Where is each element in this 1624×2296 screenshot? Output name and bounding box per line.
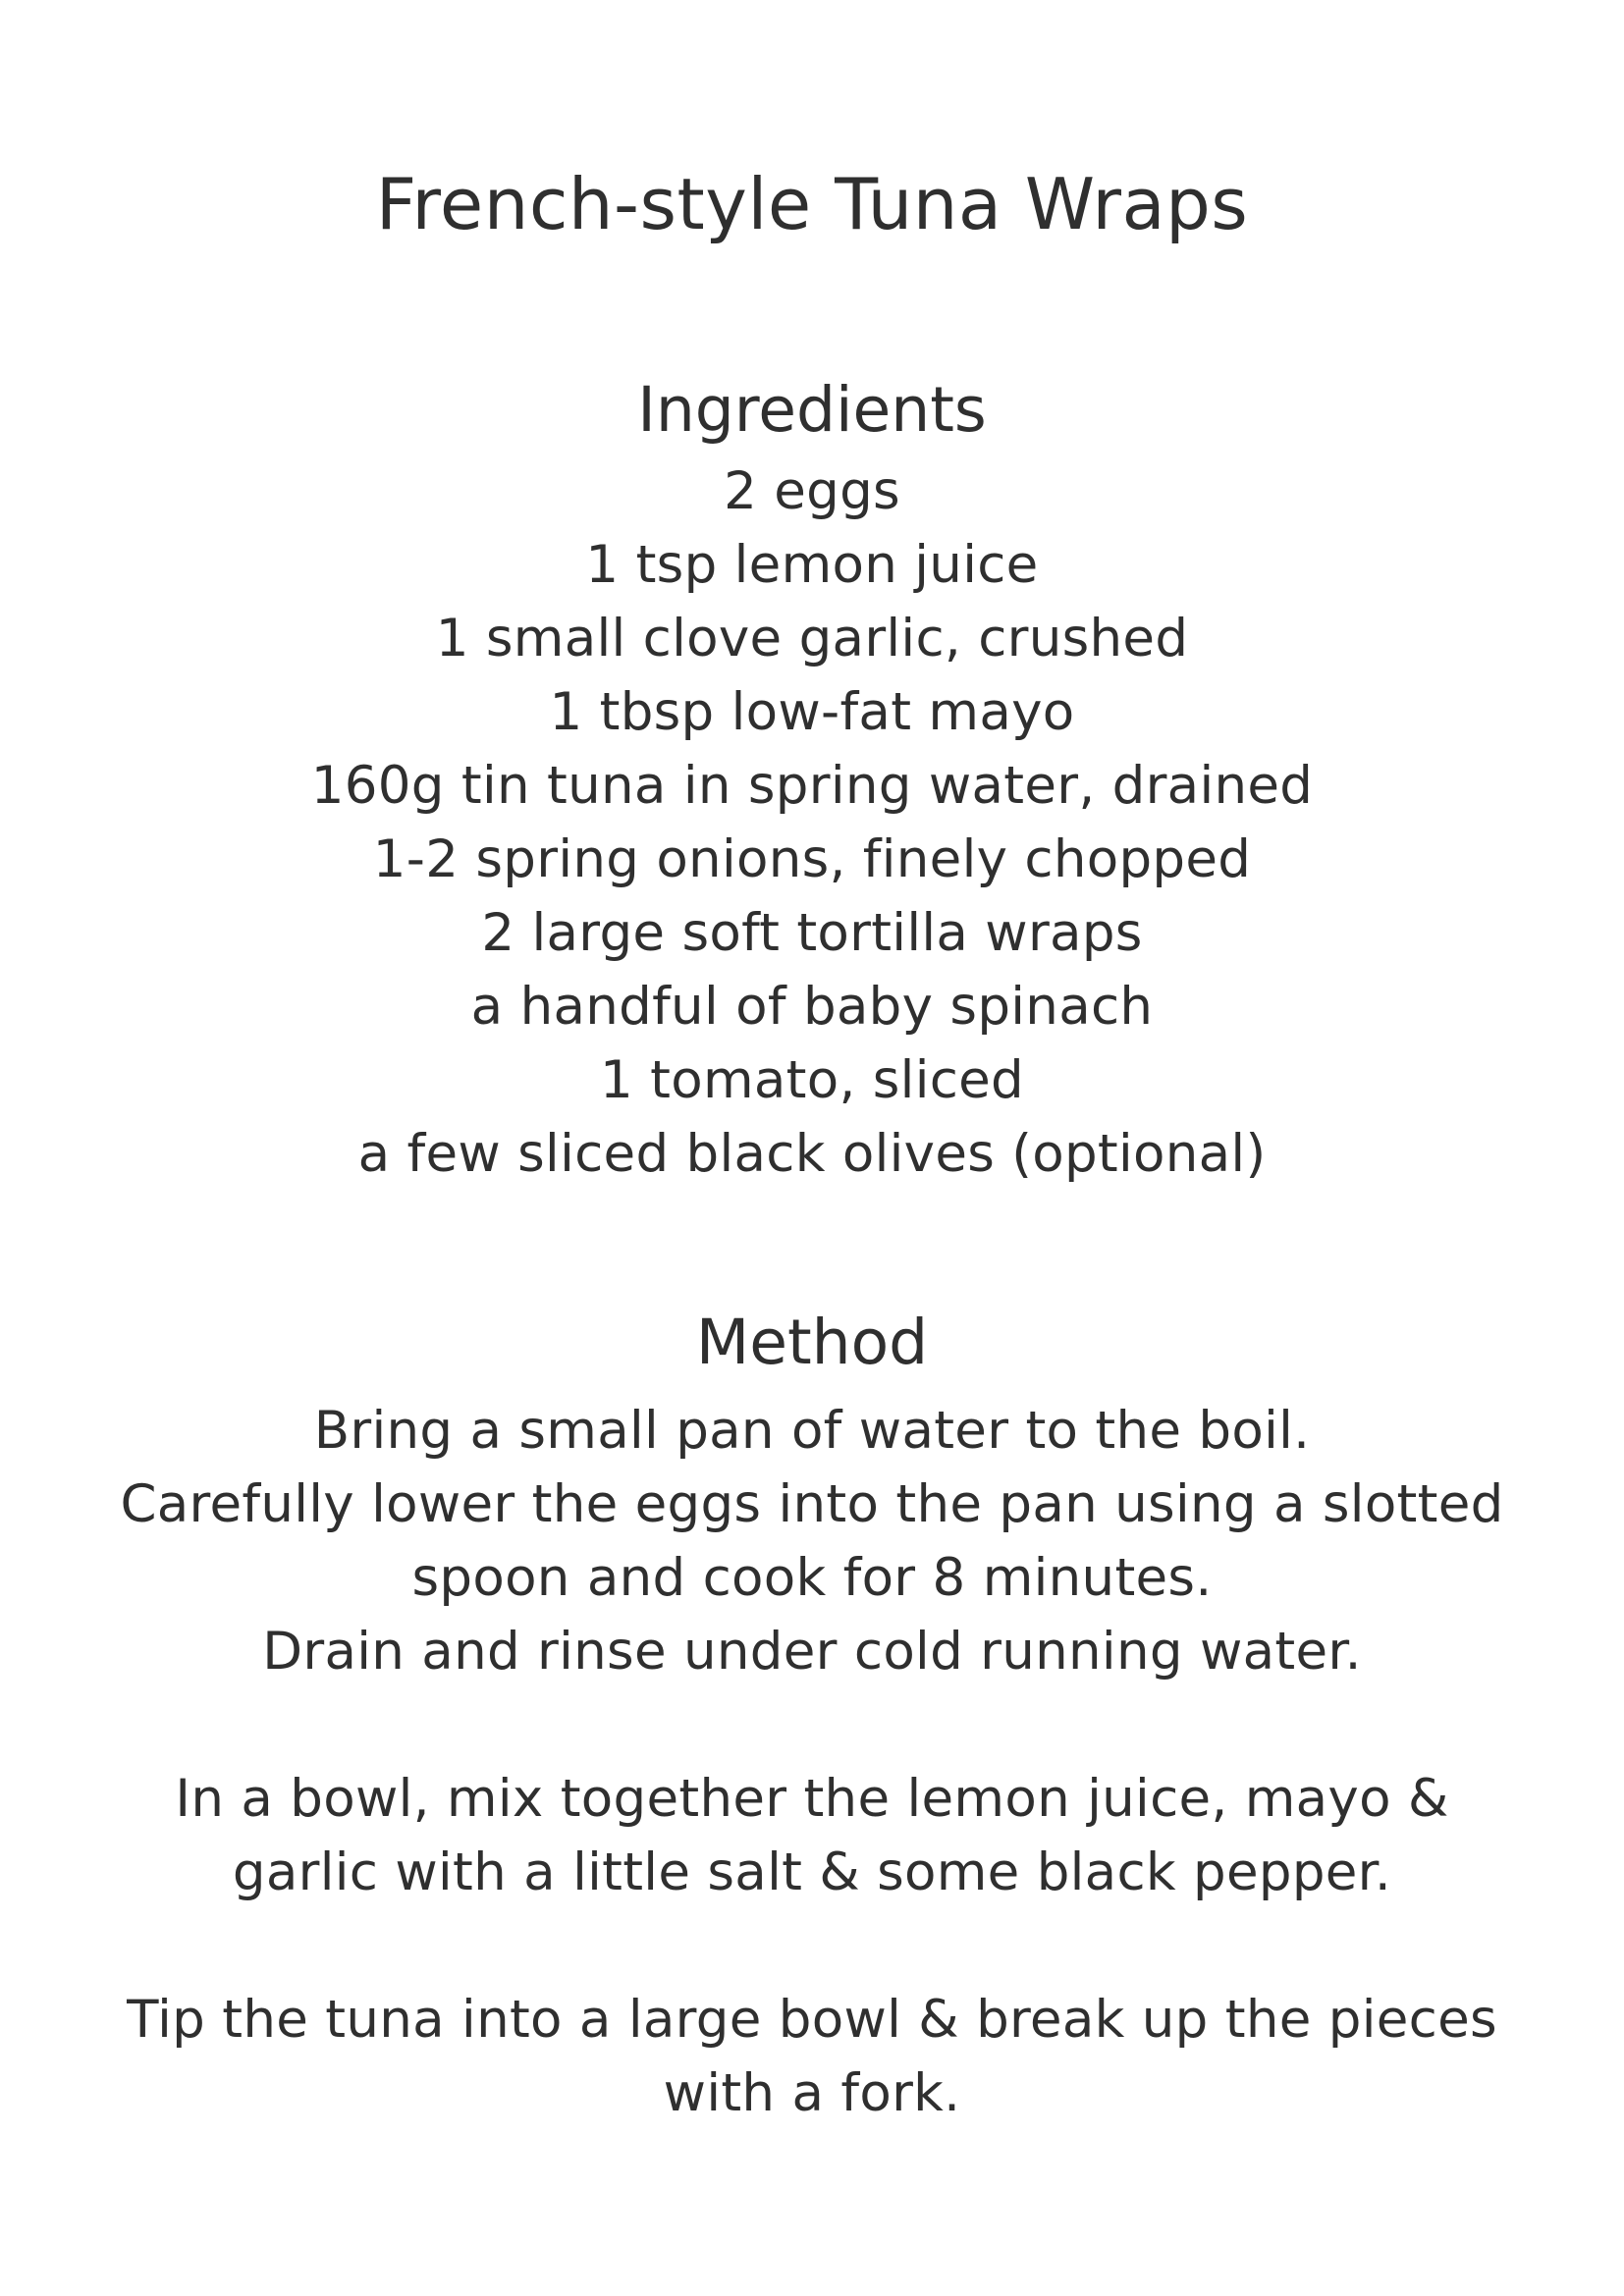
ingredient-item: 160g tin tuna in spring water, drained (310, 756, 1314, 816)
method-heading: Method (695, 1307, 929, 1378)
ingredients-heading: Ingredients (637, 374, 987, 446)
method-line: garlic with a little salt & some black pepper. (232, 1842, 1392, 1902)
ingredient-item: 1 tbsp low-fat mayo (549, 682, 1075, 742)
ingredient-item: a few sliced black olives (optional) (357, 1124, 1267, 1184)
ingredient-item: 1-2 spring onions, finely chopped (372, 829, 1252, 889)
ingredient-item: 1 tsp lemon juice (585, 535, 1039, 595)
method-line: with a fork. (663, 2063, 961, 2123)
method-line: In a bowl, mix together the lemon juice, mayo & (175, 1769, 1449, 1829)
ingredient-item: 1 tomato, sliced (599, 1050, 1025, 1110)
method-step (0, 1762, 1624, 1909)
ingredient-item: 1 small clove garlic, crushed (435, 609, 1189, 668)
method-step (0, 1394, 1624, 1688)
method-line: Tip the tuna into a large bowl & break up the pieces (127, 1990, 1497, 2050)
method-line: Bring a small pan of water to the boil. (313, 1401, 1311, 1461)
method-line: Drain and rinse under cold running water. (262, 1622, 1362, 1682)
ingredient-item: 2 eggs (724, 461, 900, 521)
ingredient-item: a handful of baby spinach (470, 977, 1154, 1037)
ingredients-list (0, 454, 1624, 1191)
method-line: Carefully lower the eggs into the pan using a slotted (120, 1474, 1504, 1534)
recipe-title: French-style Tuna Wraps (375, 163, 1249, 245)
method-step (0, 1983, 1624, 2130)
method-line: spoon and cook for 8 minutes. (411, 1548, 1213, 1608)
ingredient-item: 2 large soft tortilla wraps (481, 903, 1143, 963)
